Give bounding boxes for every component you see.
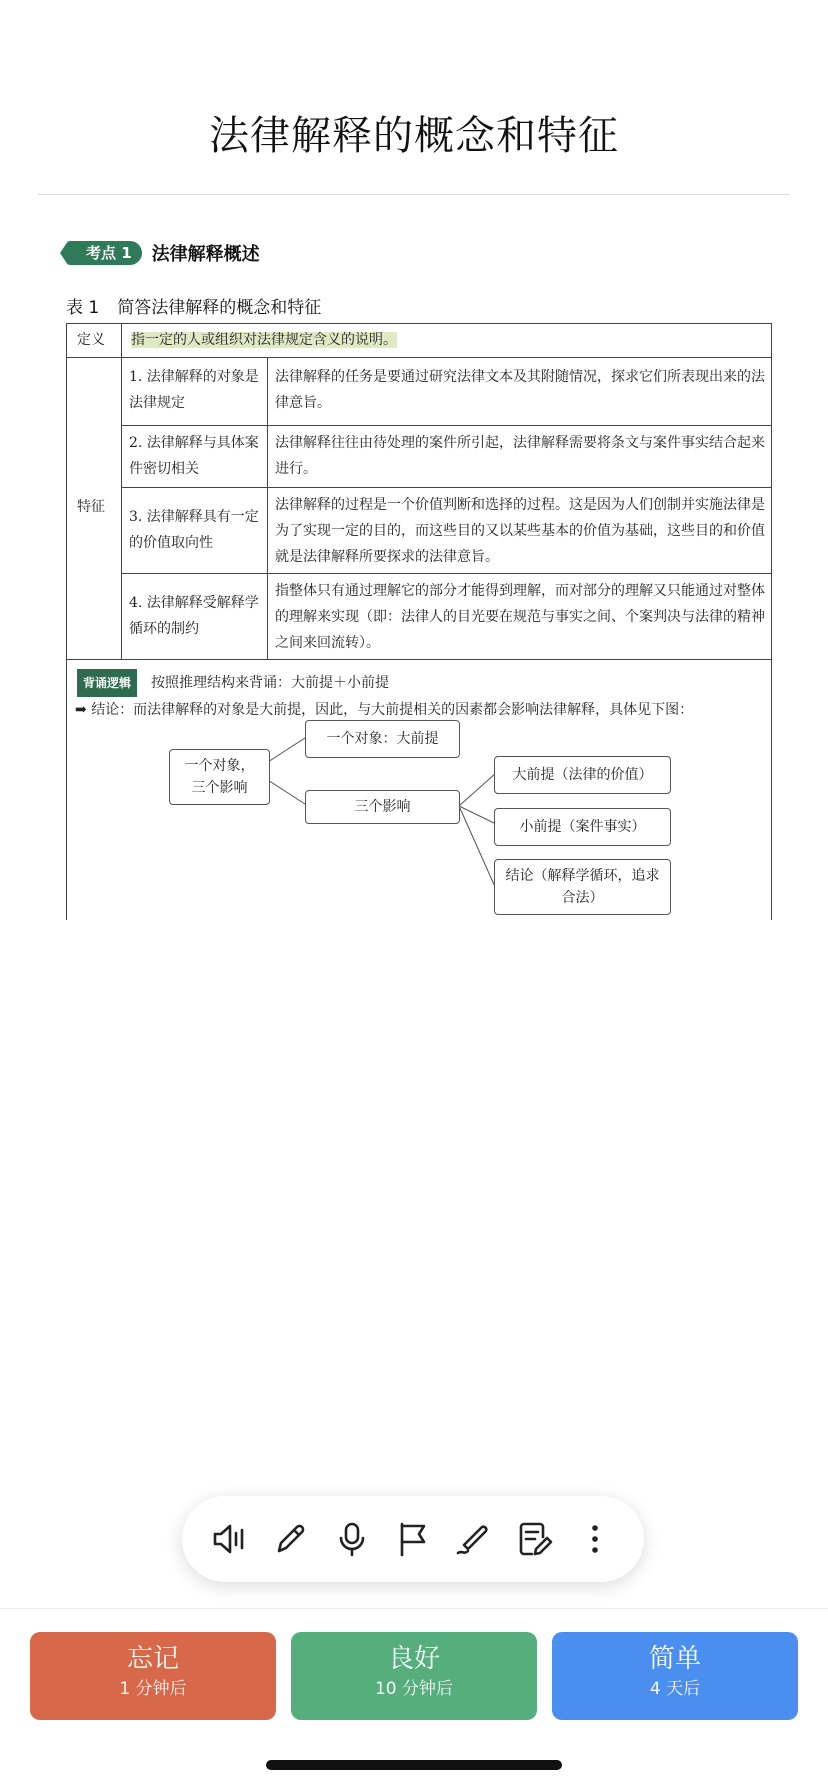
- bottom-divider: [0, 1608, 828, 1609]
- flag-icon[interactable]: [389, 1515, 437, 1563]
- easy-button[interactable]: [552, 1632, 798, 1720]
- home-indicator: [266, 1760, 562, 1770]
- feature-desc: 指整体只有通过理解它的部分才能得到理解，而对部分的理解又只能通过对整体的理解来实现（即：法律人的目光要在规范与事实之间、个案判决与法律的精神之间来回流转）。: [275, 583, 765, 651]
- easy-label: 简单: [648, 1644, 701, 1674]
- diagram-influence-node: 三个影响: [305, 790, 460, 824]
- diagram-root-node: 一个对象，三个影响: [169, 749, 270, 805]
- table-caption: [66, 293, 321, 318]
- diagram-conclusion-node: 结论（解释学循环，追求合法）: [494, 859, 671, 915]
- kaodian-badge: 考点 1: [68, 241, 142, 265]
- good-interval: 10 分钟后: [374, 1679, 454, 1699]
- forget-interval: 1 分钟后: [119, 1679, 187, 1699]
- feature-name: 4. 法律解释受解释学循环的制约: [129, 595, 259, 637]
- table-caption-number: 表 1: [66, 298, 100, 318]
- concept-table: [66, 323, 772, 920]
- good-button[interactable]: [291, 1632, 537, 1720]
- pencil-icon[interactable]: [267, 1515, 315, 1563]
- floating-toolbar: [182, 1496, 644, 1582]
- feature-name: 2. 法律解释与具体案件密切相关: [129, 435, 259, 477]
- title-divider: [38, 194, 790, 195]
- kaodian-header: [68, 240, 260, 266]
- definition-label: 定义: [77, 332, 105, 348]
- table-caption-text: 简答法律解释的概念和特征: [117, 298, 322, 318]
- forget-label: 忘记: [126, 1644, 179, 1674]
- card-image: [60, 228, 780, 920]
- kaodian-title: 法律解释概述: [151, 244, 260, 265]
- feature-desc: 法律解释的任务是要通过研究法律文本及其附随情况，探求它们所表现出来的法律意旨。: [275, 369, 765, 411]
- memory-line2: 结论：而法律解释的对象是大前提，因此，与大前提相关的因素都会影响法律解释，具体见下图：: [91, 702, 694, 718]
- feature-desc: 法律解释的过程是一个价值判断和选择的过程。这是因为人们创制并实施法律是为了实现一定的目的，而这些目的又以某些基本的价值为基础，这些目的和价值就是法律解释所要探求的法律意旨。: [275, 497, 765, 565]
- diagram-minor-node: 小前提（案件事实）: [494, 808, 671, 846]
- feature-name: 1. 法律解释的对象是法律规定: [129, 369, 259, 411]
- feature-label: 特征: [77, 499, 105, 515]
- more-vertical-icon[interactable]: [571, 1515, 619, 1563]
- good-label: 良好: [387, 1644, 440, 1674]
- diagram-major-node: 大前提（法律的价值）: [494, 756, 671, 794]
- edit-note-icon[interactable]: [511, 1515, 559, 1563]
- speaker-icon[interactable]: [206, 1515, 254, 1563]
- microphone-icon[interactable]: [328, 1515, 376, 1563]
- easy-interval: 4 天后: [649, 1679, 701, 1699]
- memory-tag: 背诵逻辑: [77, 669, 137, 697]
- forget-button[interactable]: [30, 1632, 276, 1720]
- feature-desc: 法律解释往往由待处理的案件所引起，法律解释需要将条文与案件事实结合起来进行。: [275, 435, 765, 477]
- arrow-icon: ➡: [75, 702, 87, 718]
- feature-name: 3. 法律解释具有一定的价值取向性: [129, 509, 259, 551]
- diagram-object-node: 一个对象：大前提: [305, 720, 460, 758]
- memory-line1: 按照推理结构来背诵：大前提＋小前提: [151, 675, 390, 691]
- page-title: 法律解释的概念和特征: [209, 113, 619, 159]
- definition-text: 指一定的人或组织对法律规定含义的说明。: [131, 332, 397, 348]
- pen-icon[interactable]: [450, 1515, 498, 1563]
